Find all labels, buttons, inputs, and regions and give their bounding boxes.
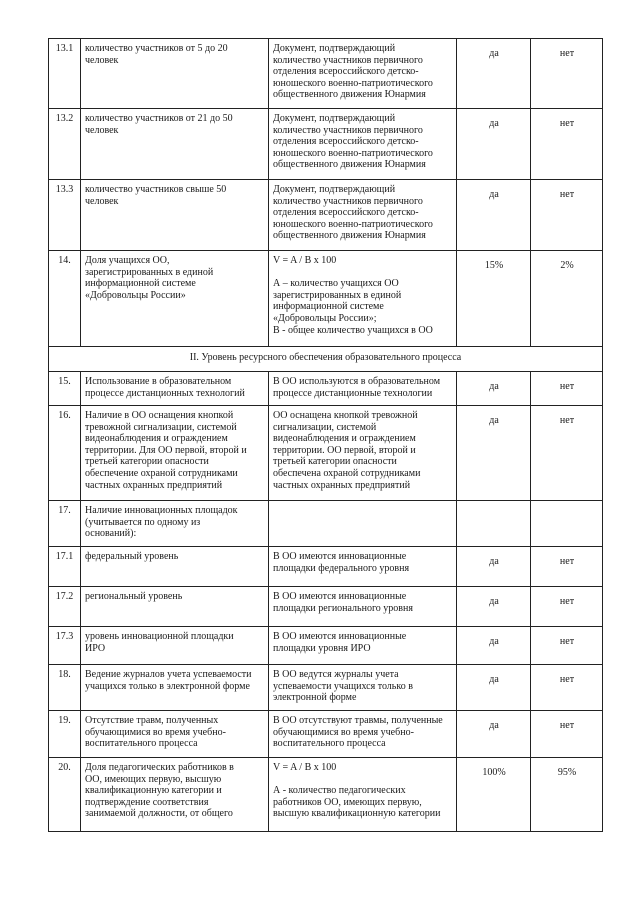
criterion-name (81, 372, 269, 406)
text-line: человек (85, 54, 119, 66)
text-line: обеспечена охраной сотрудниками (273, 467, 421, 479)
text-line: В ОО имеются инновационные (273, 631, 407, 642)
text-line: (учитывается по одному из (85, 516, 201, 528)
section-header-row (49, 347, 603, 372)
text-line: частных охранных предприятий (273, 479, 411, 491)
text-line: оснований): (85, 528, 137, 540)
value-no: нет (531, 109, 603, 180)
text-line: В ОО имеются инновационные (273, 551, 407, 562)
row-number: 13.1 (49, 39, 81, 109)
value-yes: 100% (457, 758, 531, 832)
text-line: территории. Для ОО первой, второй и (85, 444, 247, 456)
table-row (49, 180, 603, 251)
criterion-name (81, 39, 269, 109)
value-yes: да (457, 547, 531, 587)
value-no: 95% (531, 758, 603, 832)
value-no: нет (531, 587, 603, 627)
text-line: информационной системе (85, 278, 196, 290)
criterion-name (81, 711, 269, 758)
text-line: обучающимися во время учебно- (273, 726, 414, 738)
criterion-document (269, 711, 457, 758)
text-line: юношеского военно-патриотического (273, 77, 433, 89)
criterion-document (269, 251, 457, 347)
value-no: нет (531, 372, 603, 406)
text-line: учащихся только в электронной форме (85, 680, 250, 692)
value-no: нет (531, 39, 603, 109)
text-line: зарегистрированных в единой (273, 289, 402, 301)
table-row (49, 406, 603, 501)
criterion-name (81, 665, 269, 711)
criterion-document (269, 758, 457, 832)
text-line: подтверждение соответствия (85, 796, 209, 808)
text-line: работников ОО, имеющих первую, (273, 796, 422, 808)
text-line: зарегистрированных в единой (85, 266, 214, 278)
text-line: В - общее количество учащихся в ОО (273, 324, 433, 336)
row-number: 17.3 (49, 627, 81, 665)
criterion-document (269, 372, 457, 406)
table-row (49, 109, 603, 180)
text-line: В ОО отсутствуют травмы, полученные (273, 715, 443, 726)
text-line: общественного движения Юнармия (273, 89, 426, 101)
text-line: площадки регионального уровня (273, 602, 413, 614)
text-line: информационной системе (273, 301, 384, 313)
value-no: нет (531, 547, 603, 587)
table-row (49, 665, 603, 711)
text-line: квалификационную категории и (85, 785, 222, 797)
text-line: уровень инновационной площадки (85, 631, 234, 642)
value-no: 2% (531, 251, 603, 347)
text-line: А - количество педагогических (273, 785, 406, 797)
text-line: региональный уровень (85, 591, 183, 602)
value-no (531, 501, 603, 547)
text-line: В ОО используются в образовательном (273, 376, 441, 387)
value-yes: да (457, 180, 531, 251)
text-line: количество участников свыше 50 (85, 184, 227, 195)
table-row (49, 501, 603, 547)
text-line: Наличие инновационных площадок (85, 505, 238, 516)
text-line: Доля учащихся ОО, (85, 255, 170, 266)
text-line: количество участников от 5 до 20 (85, 43, 228, 54)
criterion-name (81, 109, 269, 180)
text-line: Документ, подтверждающий (273, 184, 396, 195)
row-number: 17.1 (49, 547, 81, 587)
text-line: обучающимися во время учебно- (85, 726, 226, 738)
criterion-name (81, 587, 269, 627)
text-line: количество участников от 21 до 50 (85, 113, 233, 124)
criterion-document (269, 39, 457, 109)
text-line: В ОО ведутся журналы учета (273, 669, 399, 680)
text-line: Отсутствие травм, полученных (85, 715, 219, 726)
value-yes: да (457, 109, 531, 180)
text-line: третьей категории опасности (273, 456, 397, 468)
row-number: 17.2 (49, 587, 81, 627)
text-line: «Добровольцы России»; (273, 312, 377, 324)
text-line: количество участников первичного (273, 124, 423, 136)
text-line: ОО оснащена кнопкой тревожной (273, 410, 418, 421)
text-line: человек (85, 124, 119, 136)
text-line: третьей категории опасности (85, 456, 209, 468)
row-number: 18. (49, 665, 81, 711)
criterion-document (269, 180, 457, 251)
text-line (273, 774, 453, 786)
criterion-document (269, 627, 457, 665)
row-number: 13.2 (49, 109, 81, 180)
value-yes: да (457, 627, 531, 665)
row-number: 13.3 (49, 180, 81, 251)
value-yes: да (457, 406, 531, 501)
text-line: тревожной сигнализации, системой (85, 421, 237, 433)
text-line: количество участников первичного (273, 54, 423, 66)
text-line: «Добровольцы России» (85, 289, 186, 301)
text-line: Наличие в ОО оснащения кнопкой (85, 410, 234, 421)
text-line: Ведение журналов учета успеваемости (85, 669, 252, 680)
text-line: частных охранных предприятий (85, 479, 223, 491)
text-line: видеонаблюдения и ограждением (85, 433, 228, 445)
text-line: федеральный уровень (85, 551, 179, 562)
criterion-name (81, 501, 269, 547)
row-number: 17. (49, 501, 81, 547)
text-line: занимаемой должности, от общего (85, 808, 233, 820)
criterion-document (269, 665, 457, 711)
text-line: высшую квалификационную категории (273, 808, 441, 820)
table-row (49, 39, 603, 109)
table-row (49, 758, 603, 832)
text-line: V = A / B x 100 (273, 255, 337, 266)
text-line: Документ, подтверждающий (273, 113, 396, 124)
value-no: нет (531, 711, 603, 758)
table-row (49, 547, 603, 587)
text-line: воспитательного процесса (85, 738, 198, 750)
text-line: площадки федерального уровня (273, 562, 410, 574)
value-yes: да (457, 39, 531, 109)
criterion-name (81, 251, 269, 347)
text-line: процессе дистанционные технологии (273, 387, 433, 399)
criteria-table (48, 38, 603, 832)
text-line: Доля педагогических работников в (85, 762, 234, 773)
criterion-name (81, 406, 269, 501)
text-line: отделения всероссийского детско- (273, 207, 419, 219)
text-line: общественного движения Юнармия (273, 159, 426, 171)
text-line: воспитательного процесса (273, 738, 386, 750)
text-line: юношеского военно-патриотического (273, 218, 433, 230)
criterion-document (269, 501, 457, 547)
criterion-name (81, 180, 269, 251)
text-line: отделения всероссийского детско- (273, 136, 419, 148)
value-no: нет (531, 665, 603, 711)
text-line: В ОО имеются инновационные (273, 591, 407, 602)
text-line: ИРО (85, 642, 106, 654)
row-number: 15. (49, 372, 81, 406)
text-line: V = A / B x 100 (273, 762, 337, 773)
row-number: 14. (49, 251, 81, 347)
text-line: общественного движения Юнармия (273, 230, 426, 242)
value-yes: да (457, 665, 531, 711)
text-line: электронной форме (273, 692, 357, 704)
criterion-document (269, 406, 457, 501)
value-no: нет (531, 180, 603, 251)
value-no: нет (531, 627, 603, 665)
text-line: процессе дистанционных технологий (85, 387, 245, 399)
value-yes (457, 501, 531, 547)
criteria-table-body (49, 39, 603, 832)
text-line: человек (85, 195, 119, 207)
table-row (49, 251, 603, 347)
criterion-name (81, 547, 269, 587)
text-line: сигнализации, системой (273, 421, 377, 433)
text-line (273, 267, 453, 279)
text-line: Документ, подтверждающий (273, 43, 396, 54)
text-line: ОО, имеющих первую, высшую (85, 773, 222, 785)
row-number: 16. (49, 406, 81, 501)
text-line: отделения всероссийского детско- (273, 66, 419, 78)
value-yes: да (457, 711, 531, 758)
value-yes: 15% (457, 251, 531, 347)
table-row (49, 372, 603, 406)
text-line: территории. ОО первой, второй и (273, 444, 416, 456)
text-line: Использование в образовательном (85, 376, 232, 387)
text-line: площадки уровня ИРО (273, 642, 371, 654)
criterion-name (81, 627, 269, 665)
text-line: А – количество учащихся ОО (273, 278, 399, 290)
value-yes: да (457, 587, 531, 627)
table-row (49, 627, 603, 665)
section-title: II. Уровень ресурсного обеспечения образовательного процесса (49, 347, 603, 372)
text-line: видеонаблюдения и ограждением (273, 433, 416, 445)
criterion-name (81, 758, 269, 832)
row-number: 19. (49, 711, 81, 758)
text-line: обеспечение охраной сотрудниками (85, 467, 238, 479)
value-no: нет (531, 406, 603, 501)
criterion-document (269, 109, 457, 180)
table-row (49, 711, 603, 758)
text-line: количество участников первичного (273, 195, 423, 207)
row-number: 20. (49, 758, 81, 832)
text-line: юношеского военно-патриотического (273, 147, 433, 159)
criterion-document (269, 547, 457, 587)
text-line: успеваемости учащихся только в (273, 680, 413, 692)
criterion-document (269, 587, 457, 627)
table-row (49, 587, 603, 627)
value-yes: да (457, 372, 531, 406)
